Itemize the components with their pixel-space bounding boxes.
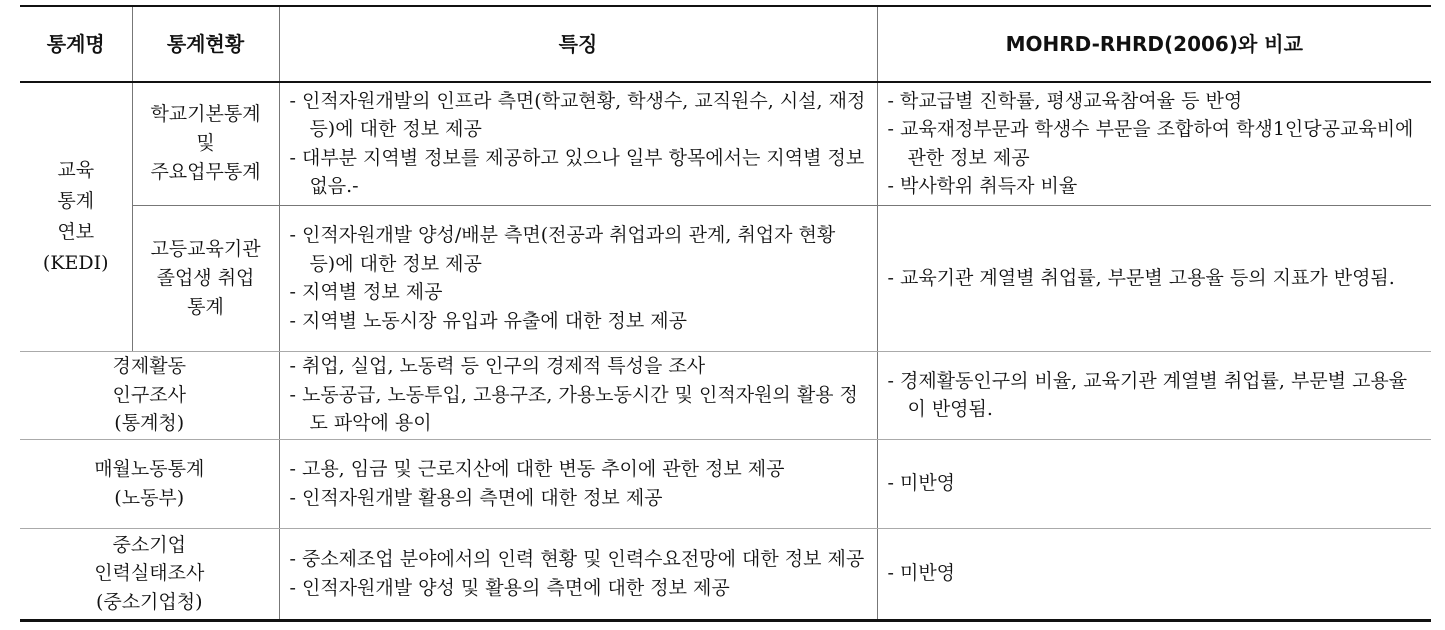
table-row <box>20 351 1431 439</box>
table-row <box>20 528 1431 620</box>
list-item: - 교육재정부문과 학생수 부문을 조합하여 학생1인당공교육비에 관한 정보 제공 <box>887 118 1414 169</box>
labor-features <box>279 439 877 528</box>
list-item: - 학교급별 진학률, 평생교육참여율 등 반영 <box>887 89 1243 112</box>
list-item: - 지역별 정보 제공 <box>289 281 443 303</box>
kedi-sub1-compare <box>877 82 1431 205</box>
list-item: - 미반영 <box>887 472 956 495</box>
list-item: - 박사학위 취득자 비율 <box>887 175 1078 198</box>
kedi-sub2-compare <box>877 205 1431 351</box>
econ-name: 경제활동 인구조사 (통계청) <box>20 351 279 439</box>
list-item: - 노동공급, 노동투입, 고용구조, 가용노동시간 및 인적자원의 활용 정도 파악에 용이 <box>289 383 858 435</box>
list-item: - 인적자원개발의 인프라 측면(학교현황, 학생수, 교직원수, 시설, 재정 등)에 대한 정보 제공 <box>289 89 866 141</box>
list-item: - 중소제조업 분야에서의 인력 현황 및 인력수요전망에 대한 정보 제공 <box>289 548 865 570</box>
list-item: - 대부분 지역별 정보를 제공하고 있으나 일부 항목에서는 지역별 정보 없음.- <box>289 146 865 198</box>
kedi-sub2-name: 고등교육기관 졸업생 취업 통계 <box>132 205 279 351</box>
econ-compare <box>877 351 1431 439</box>
table-row <box>20 205 1431 351</box>
sme-name: 중소기업 인력실태조사 (중소기업청) <box>20 528 279 620</box>
labor-compare <box>877 439 1431 528</box>
list-item: - 취업, 실업, 노동력 등 인구의 경제적 특성을 조사 <box>289 355 706 378</box>
statistics-comparison-table <box>20 5 1431 622</box>
header-features: 특징 <box>279 6 877 82</box>
header-stat-status: 통계현황 <box>132 6 279 82</box>
list-item: - 인적자원개발 양성/배분 측면(전공과 취업과의 관계, 취업자 현황 등)에 대한 정보 제공 <box>289 224 836 275</box>
list-item: - 인적자원개발 양성 및 활용의 측면에 대한 정보 제공 <box>289 576 730 599</box>
table-row <box>20 439 1431 528</box>
list-item: - 고용, 임금 및 근로지산에 대한 변동 추이에 관한 정보 제공 <box>289 458 785 480</box>
list-item: - 지역별 노동시장 유입과 유출에 대한 정보 제공 <box>289 309 687 332</box>
kedi-sub1-features <box>279 82 877 205</box>
labor-name: 매월노동통계 (노동부) <box>20 439 279 528</box>
list-item: - 미반영 <box>887 562 956 585</box>
table-row <box>20 82 1431 205</box>
kedi-sub1-name: 학교기본통계 및 주요업무통계 <box>132 82 279 205</box>
sme-compare <box>877 528 1431 620</box>
list-item: - 경제활동인구의 비율, 교육기관 계열별 취업률, 부문별 고용율이 반영됨. <box>887 369 1408 420</box>
header-stat-name: 통계명 <box>20 6 132 82</box>
econ-features <box>279 351 877 439</box>
header-row <box>20 6 1431 82</box>
header-comparison: MOHRD-RHRD(2006)와 비교 <box>877 6 1431 82</box>
kedi-sub2-features <box>279 205 877 351</box>
sme-features <box>279 528 877 620</box>
kedi-category-cell: 교육 통계 연보 (KEDI) <box>20 82 132 351</box>
list-item: - 교육기관 계열별 취업률, 부문별 고용율 등의 지표가 반영됨. <box>887 266 1395 289</box>
list-item: - 인적자원개발 활용의 측면에 대한 정보 제공 <box>289 486 663 509</box>
